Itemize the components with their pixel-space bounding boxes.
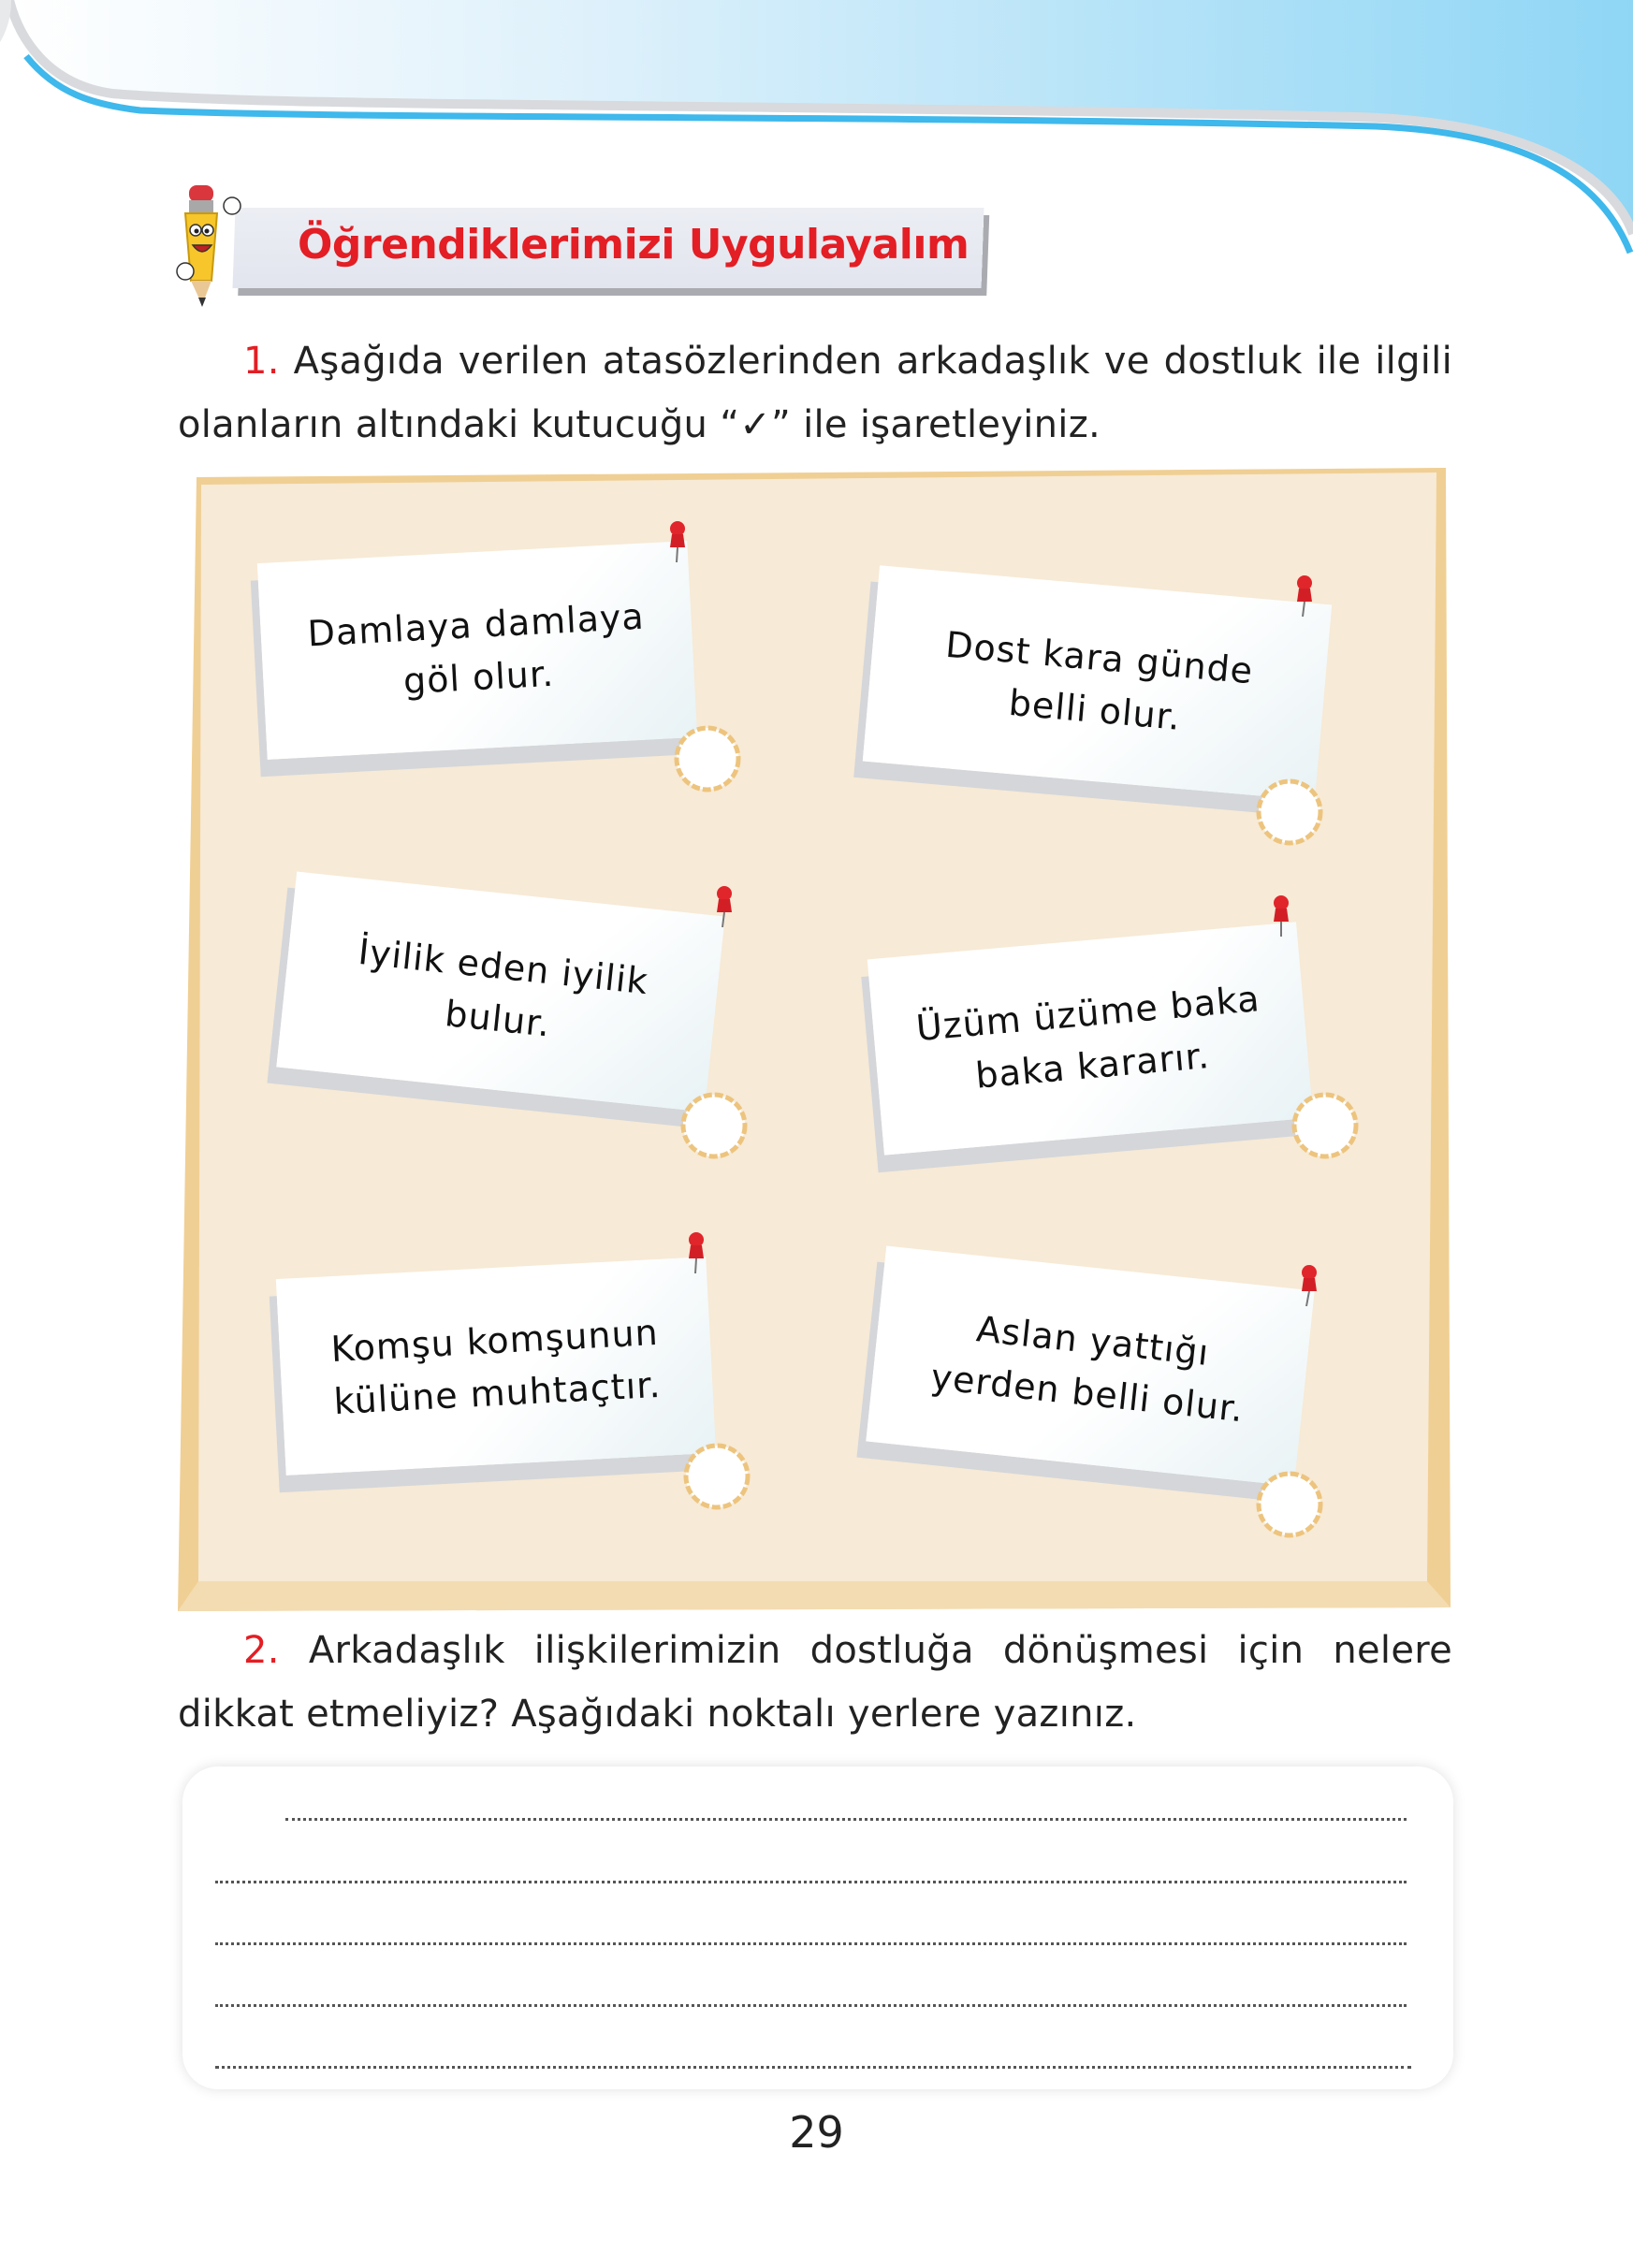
proverb-text: İyilik eden iyilik bulur.: [356, 931, 650, 1045]
check-badge-2[interactable]: [1254, 777, 1325, 848]
answer-line-3[interactable]: [215, 1942, 1407, 1945]
question-1: [178, 329, 1452, 457]
proverb-card-2: [863, 565, 1332, 800]
pushpin-icon: [1268, 894, 1294, 950]
answer-box: [182, 1766, 1453, 2089]
pushpin-icon: [683, 1230, 709, 1287]
proverb-text: Damlaya damlaya göl olur.: [306, 595, 646, 703]
pushpin-icon: [664, 519, 691, 575]
pushpin-icon: [1291, 574, 1318, 630]
proverb-card-5: [276, 1257, 716, 1476]
answer-line-5[interactable]: [215, 2066, 1411, 2069]
question-1-number: 1.: [243, 340, 280, 383]
question-2-text: Arkadaşlık ilişkilerimizin dostluğa dönüşmesi için nelere dikkat etmeliyiz? Aşağıdaki noktalı yerlere yazınız.: [178, 1629, 1453, 1736]
question-1-text: Aşağıda verilen atasözlerinden arkadaşlık ve dostluk ile ilgili olanların altındaki kutucuğu “✓” ile işaretleyiniz.: [178, 340, 1452, 446]
answer-line-2[interactable]: [215, 1881, 1407, 1883]
pencil-mascot-icon: [168, 178, 271, 309]
answer-line-4[interactable]: [215, 2004, 1407, 2007]
question-2: [178, 1619, 1452, 1746]
check-badge-5[interactable]: [681, 1441, 752, 1512]
section-title: Öğrendiklerimizi Uygulayalım: [298, 221, 970, 269]
proverb-text: Üzüm üzüme baka baka kararır.: [914, 978, 1262, 1097]
pushpin-icon: [711, 884, 737, 940]
proverb-card-1: [257, 541, 697, 760]
page-number: 29: [789, 2107, 844, 2158]
answer-line-1[interactable]: [285, 1818, 1407, 1821]
check-badge-3[interactable]: [678, 1090, 750, 1161]
check-badge-1[interactable]: [672, 723, 743, 794]
question-2-number: 2.: [243, 1629, 280, 1672]
proverb-text: Komşu komşunun külüne muhtaçtır.: [329, 1311, 663, 1423]
proverb-text: Aslan yattığı yerden belli olur.: [928, 1308, 1247, 1431]
check-badge-6[interactable]: [1254, 1469, 1325, 1540]
proverb-card-4: [868, 922, 1314, 1155]
check-badge-4[interactable]: [1290, 1090, 1361, 1161]
proverb-text: Dost kara günde belli olur.: [943, 623, 1255, 738]
pushpin-icon: [1296, 1263, 1322, 1319]
